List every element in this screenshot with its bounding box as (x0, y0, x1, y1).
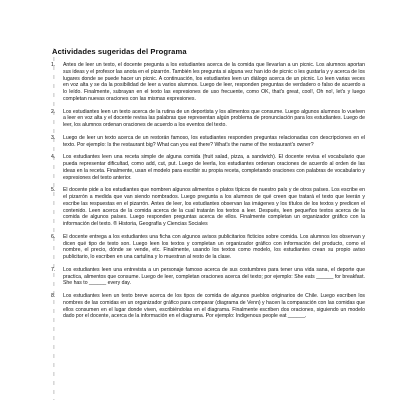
list-item (51, 234, 365, 261)
list-item (51, 267, 365, 287)
item-number: 2. (51, 108, 56, 115)
item-text: Los estudiantes leen una receta simple de alguna comida (fruit salad, pizza, a sandwich). El docente revisa el vocabulario que pueda representar dificultad, como add, cut, put. Luego de leerla, los estudiantes ordenan oraciones de acuerdo al orden de las ideas en la receta. Finalmente, usan el modelo para escribir su propia receta, completando oraciones con palabras de vocabulario y expresiones del texto anterior. (63, 154, 365, 181)
item-number: 1. (51, 62, 56, 68)
item-text: Antes de leer un texto, el docente pregunta a los estudiantes acerca de la comida que llevarían a un picnic. Los alumnos aportan sus ideas y el profesor las anota en el pizarrón. También les pregunta si alguna vez han ido de picnic o les gustaría y y acerca de los lugares donde se puede hacer un picnic. A continuación, los estudiantes leen un diálogo acerca de un picnic. Lo leen varias veces en voz alta y se da la posibilidad de leer a varios alumnos. Luego de leer, responden preguntas de verdadero o falso de acuerdo a lo leído. Finalmente, subrayan en el texto las expresiones de uso frecuente, como OK, that's great, cool!, Oh no!, let's y luego completan nuevas oraciones con las mismas expresiones. (63, 62, 365, 102)
item-number: 7. (51, 266, 56, 273)
item-number: 4. (51, 154, 56, 161)
list-item (51, 109, 365, 129)
item-text: Luego de leer un texto acerca de un restorán famoso, los estudiantes responden preguntas relacionadas con descripciones en el texto. Por ejemplo: Is the restaurant big? What can you eat there? What's the name of the restaurant's owner? (63, 134, 365, 148)
list-item (51, 62, 365, 103)
item-text: Los estudiantes leen un texto acerca de la rutina de un deportista y los alimentos que consume. Luego algunos alumnos lo vuelven a leer en voz alta y el docente revisa las palabras que representan algún problema de pronunciación para los estudiantes. Luego de leer, los alumnos ordenan oraciones de acuerdo a los eventos del texto. (63, 108, 365, 128)
item-text: Los estudiantes leen una entrevista a un personaje famoso acerca de sus costumbres para tener una vida sana, el deporte que practica, alimentos que consume. Luego de leer, completan oraciones acerca del texto; por ejemplo: She eats ______ for breakfast. She has to ______ every day. (63, 266, 365, 287)
item-text: Los estudiantes leen un texto breve acerca de los tipos de comida de algunos pueblos originarios de Chile. Luego escriben los nombres de las comidas en un organizador gráfico para comparar (diagrama de Venn) y hacen la comparación con las comidas que ellos consumen en el lugar donde viven, escribiéndolas en el diagrama. Finalmente escriben dos oraciones, siguiendo un modelo dado por el docente, acerca de la información en el diagrama. Por ejemplo: Indigenous people eat ______. (63, 293, 365, 320)
item-text: El docente entrega a los estudiantes una ficha con algunos avisos publicitarios ficticios sobre comida. Los alumnos los observan y dicen qué tipo de texto son. Luego leen los textos y completan un organizador gráfico con información del producto, como el nombre, el precio, dónde se vende, etc. Finalmente, usando los textos como modelo, los estudiantes crean su propio aviso publicitario, lo escriben en una cartulina y lo muestran al resto de la clase. (63, 233, 365, 260)
activity-list (51, 62, 365, 326)
item-text: El docente pide a los estudiantes que nombren algunos alimentos o platos típicos de nuestro país y de otros países. Los escribe en el pizarrón a medida que van siendo nombrados. Luego pregunta a los alumnos de qué creen que tratará el texto que leerán y escribe las respuestas en el pizarrón. Antes de leer, los estudiantes observan las imágenes y los títulos de los textos y predicen el contenido. Leen acerca de la comida acerca de la cual tratarán los textos a leer. Después, leen pequeños textos acerca de la comida de algunos países. Luego responden preguntas acerca de ellos. Finalmente completan un organizador gráfico con la información del texto. ® Historia, Geografía y Ciencias Sociales (63, 187, 365, 227)
list-item (51, 293, 365, 320)
item-number: 8. (51, 293, 56, 299)
list-item (51, 154, 365, 181)
list-item (51, 187, 365, 228)
item-number: 6. (51, 233, 56, 240)
section-title: Actividades sugeridas del Programa (52, 47, 187, 56)
list-item (51, 135, 365, 149)
item-number: 5. (51, 187, 56, 194)
item-number: 3. (51, 134, 56, 141)
